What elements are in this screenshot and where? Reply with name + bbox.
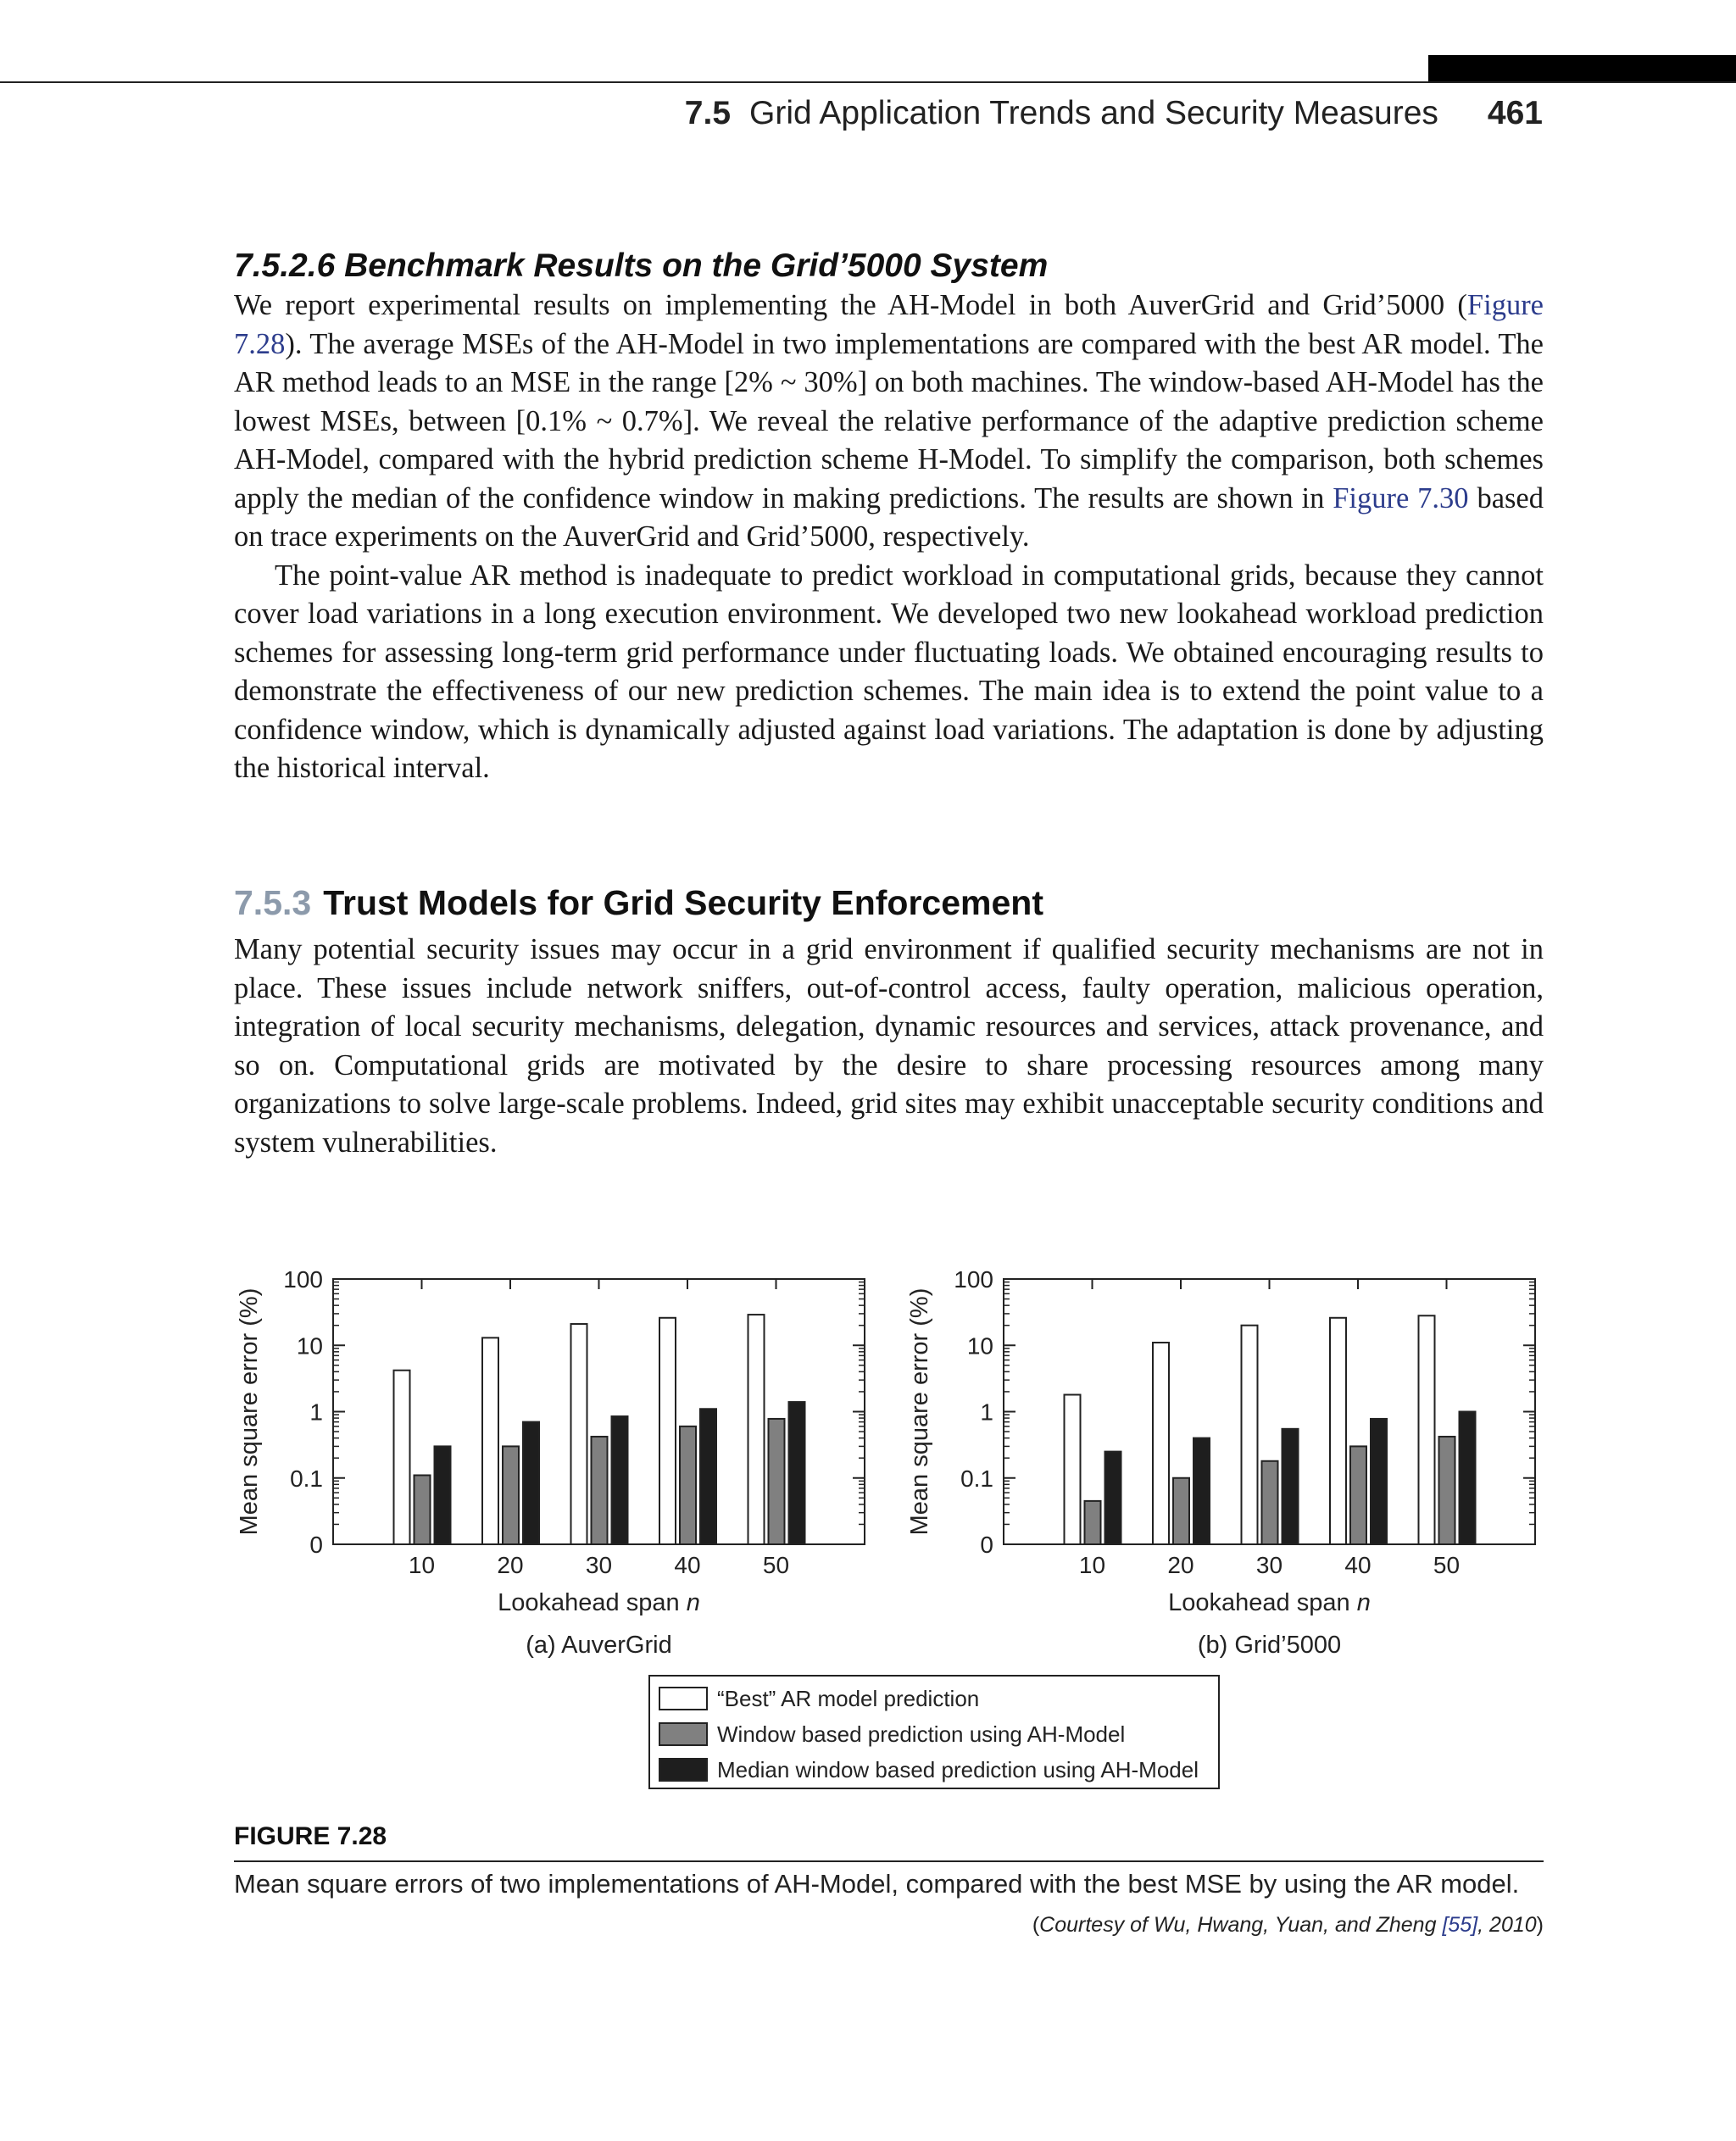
reference-link-55[interactable]: [55] — [1442, 1913, 1478, 1937]
bar-window-ah — [769, 1419, 785, 1544]
y-tick-label: 0.1 — [960, 1465, 993, 1492]
subsection-title: 7.5.2.6 Benchmark Results on the Grid’5000 System — [234, 247, 1049, 284]
chart-subtitle: (b) Grid’5000 — [1197, 1632, 1342, 1659]
y-axis-label: Mean square error (%) — [906, 1287, 933, 1536]
bar-ar-best — [482, 1337, 498, 1544]
legend-label: Window based prediction using AH-Model — [717, 1721, 1126, 1747]
figure-label: FIGURE 7.28 — [234, 1822, 387, 1850]
chart-panel-grid5000 — [906, 1266, 1535, 1659]
legend-label: Median window based prediction using AH-Model — [717, 1757, 1199, 1782]
section-title-text: Trust Models for Grid Security Enforcement — [323, 883, 1043, 922]
x-tick-label: 20 — [1167, 1552, 1194, 1578]
bar-window-ah — [592, 1437, 608, 1544]
subsection-paragraph-2: The point-value AR method is inadequate to predict workload in computational grids, because they cannot cover load variations in a long execution environment. We developed two new lookahead workload prediction schemes for assessing long-term grid performance under fluctuating loads. We obtained encouraging results to demonstrate the effectiveness of our new prediction schemes. The main idea is to extend the point value to a confidence window, which is dynamically adjusted against load variations. The adaptation is done by adjusting the historical interval. — [234, 559, 1544, 784]
chart-panel-auvergrid — [236, 1266, 865, 1659]
bar-ar-best — [1419, 1315, 1435, 1544]
bar-median-window-ah — [612, 1416, 628, 1544]
bar-ar-best — [748, 1315, 765, 1544]
legend-label: “Best” AR model prediction — [717, 1686, 980, 1711]
bar-median-window-ah — [435, 1446, 451, 1544]
x-tick-label: 10 — [1078, 1552, 1106, 1578]
y-tick-label: 10 — [966, 1332, 993, 1360]
bar-median-window-ah — [1283, 1429, 1299, 1544]
figure-rule — [234, 1860, 1544, 1862]
bar-ar-best — [1330, 1318, 1346, 1544]
legend-swatch — [659, 1688, 707, 1710]
y-tick-label: 0 — [980, 1532, 993, 1558]
page-number: 461 — [1487, 95, 1543, 131]
bar-median-window-ah — [1460, 1412, 1476, 1545]
credit-text: Courtesy of Wu, Hwang, Yuan, and Zheng — [1039, 1913, 1443, 1937]
credit-year: , 2010 — [1477, 1913, 1537, 1937]
y-tick-label: 0.1 — [290, 1465, 323, 1492]
y-tick-label: 0 — [309, 1532, 323, 1558]
paragraph-text: ). The average MSEs of the AH-Model in two implementations are compared with the best AR model. The AR method leads to an MSE in the range [2% ~ 30%] on both machines. The window-based AH-Model has the lowest MSEs, between [0.1% ~ 0.7%]. We reveal the relative performance of the adaptive prediction scheme AH-Model, compared with the hybrid prediction scheme H-Model. To simplify the comparison, both schemes apply the median of the confidence window in making predictions. The results are shown in — [234, 327, 1544, 514]
running-head-title: Grid Application Trends and Security Measures — [749, 95, 1438, 131]
legend-swatch — [659, 1759, 707, 1781]
figure-credit — [1032, 1913, 1544, 1938]
bar-median-window-ah — [789, 1402, 805, 1544]
credit-paren: ( — [1032, 1913, 1040, 1937]
x-axis-label-variable: n — [686, 1589, 700, 1616]
x-tick-label: 30 — [585, 1552, 613, 1578]
running-head-section-number: 7.5 — [684, 95, 732, 131]
bar-ar-best — [1242, 1326, 1258, 1544]
bar-window-ah — [680, 1426, 696, 1544]
section-paragraph-1: Many potential security issues may occur in a grid environment if qualified security mechanisms are not in place. These issues include network sniffers, out-of-control access, faulty operation, malicious operation, integration of local security mechanisms, delegation, dynamic resources and services, attack provenance, and so on. Computational grids are motivated by the desire to share processing resources among many organizations to solve large-scale problems. Indeed, grid sites may exhibit unacceptable security conditions and system vulnerabilities. — [234, 933, 1544, 1159]
y-tick-label: 100 — [283, 1266, 323, 1293]
section-number: 7.5.3 — [234, 883, 312, 922]
legend-swatch — [659, 1723, 707, 1745]
paragraph-text: We report experimental results on implementing the AH-Model in both AuverGrid and Grid’5000 ( — [234, 289, 1467, 321]
chart-legend — [649, 1676, 1219, 1788]
bar-window-ah — [415, 1476, 431, 1544]
bar-ar-best — [571, 1324, 587, 1544]
x-tick-label: 50 — [762, 1552, 790, 1578]
bar-ar-best — [1153, 1343, 1169, 1544]
chart-subtitle: (a) AuverGrid — [526, 1632, 672, 1659]
bar-window-ah — [1085, 1501, 1101, 1544]
figure-link-7-28[interactable]: Figure 7.28 — [234, 289, 1544, 360]
bar-window-ah — [503, 1446, 519, 1544]
x-axis-label: Lookahead span n — [1168, 1589, 1371, 1616]
bar-median-window-ah — [1194, 1438, 1210, 1544]
x-tick-label: 50 — [1433, 1552, 1461, 1578]
y-tick-label: 100 — [954, 1266, 993, 1293]
x-tick-label: 40 — [1344, 1552, 1372, 1578]
bar-median-window-ah — [1105, 1452, 1121, 1544]
x-tick-label: 30 — [1255, 1552, 1283, 1578]
figure-link-7-30[interactable]: Figure 7.30 — [1333, 481, 1469, 514]
y-tick-label: 1 — [980, 1399, 993, 1426]
bar-median-window-ah — [1371, 1419, 1387, 1544]
figure-caption: Mean square errors of two implementations of AH-Model, compared with the best MSE by using the AR model. — [234, 1869, 1520, 1899]
bar-ar-best — [394, 1371, 410, 1544]
x-axis-label: Lookahead span n — [498, 1589, 700, 1616]
x-tick-label: 10 — [408, 1552, 436, 1578]
y-axis-label: Mean square error (%) — [236, 1287, 263, 1536]
bar-ar-best — [659, 1318, 676, 1544]
y-tick-label: 10 — [296, 1332, 323, 1360]
credit-paren: ) — [1536, 1913, 1544, 1937]
y-tick-label: 1 — [309, 1399, 323, 1426]
bar-median-window-ah — [523, 1422, 539, 1544]
x-tick-label: 20 — [497, 1552, 524, 1578]
bar-median-window-ah — [700, 1409, 716, 1544]
bar-window-ah — [1173, 1478, 1189, 1544]
x-axis-label-variable: n — [1356, 1589, 1371, 1616]
bar-window-ah — [1262, 1461, 1278, 1544]
x-tick-label: 40 — [674, 1552, 701, 1578]
bar-ar-best — [1065, 1395, 1081, 1544]
bar-window-ah — [1439, 1437, 1455, 1544]
paragraph-text: based on trace experiments on the AuverGrid and Grid’5000, respectively. — [234, 481, 1544, 553]
bar-window-ah — [1350, 1446, 1366, 1544]
